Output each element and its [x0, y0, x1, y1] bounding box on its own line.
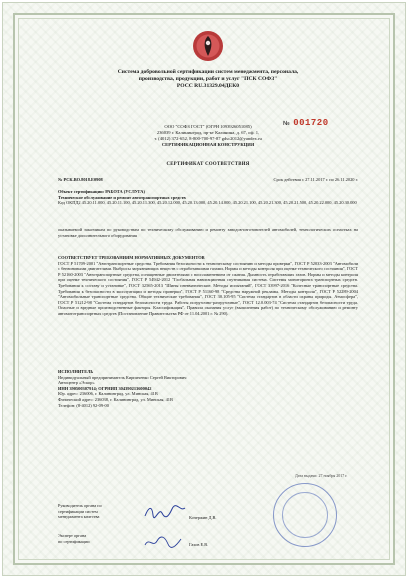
certificate-sheet	[2, 2, 406, 576]
head-label-2: сертификации систем	[58, 508, 98, 514]
registration-number: № РСК.ВО.8018.Е0908	[58, 177, 103, 182]
expert-label-2: по сертификации	[58, 538, 90, 544]
header-line-1: Система добровольной сертификации систем менеджмента, персонала,	[117, 69, 299, 75]
number-value: 001720	[293, 118, 329, 128]
applicant-line-5: Физический адрес: 236038, г. Калининград, ул. Минская, 41В	[58, 396, 173, 402]
head-name: Кочержин Д.В.	[189, 515, 217, 520]
number-prefix: №	[283, 121, 291, 127]
applicant-line-2: Автоцентр «Эскор»	[58, 380, 95, 386]
issue-note: Дата выдачи: 27 ноября 2017 г.	[295, 473, 348, 478]
requirements-title: СООТВЕТСТВУЕТ ТРЕБОВАНИЯМ НОРМАТИВНЫХ ДОКУМЕНТОВ	[58, 255, 205, 260]
certification-body-info	[43, 124, 373, 148]
certificate-title: СЕРТИФИКАТ СООТВЕТСТВИЯ	[166, 162, 250, 167]
applicant-line-4: Юр. адрес: 236006, г. Калининград, ул. Минская, 41В	[58, 391, 158, 397]
certification-object	[58, 189, 358, 206]
expert-signature-icon	[143, 535, 183, 549]
header-line-2: производства, продукции, работ и услуг "ПСК СОФЗ"	[138, 76, 278, 83]
head-signature-icon	[143, 503, 187, 521]
applicant-line-6: Телефон: (8-4012) 92-09-00	[58, 402, 109, 408]
applicant-line-1: Индивидуальный предприниматель Кирпиченко Сергей Викторович	[58, 374, 187, 380]
org-line-4: СЕРТИФИКАЦИОННАЯ КОНСТРУКЦИЯ	[161, 142, 255, 147]
header-line-3: РОСС RU.31329.04ДЕК0	[176, 83, 240, 90]
head-signature-block	[58, 503, 102, 520]
official-seal-stamp	[273, 483, 337, 547]
certification-logo-icon	[191, 29, 225, 63]
org-line-2: 236039 г. Калининград, пр-кт Калинина, д. 67, оф. 1,	[156, 130, 260, 135]
object-description: Техническое обслуживание и ремонт автотранспортных средств	[58, 194, 186, 200]
requirements-section	[58, 255, 358, 317]
requirements-text: ГОСТ Р 51709-2001 "Автотранспортные средства. Требования безопасности к техническому состоянию и методы проверки", ГОСТ Р 52033-2003 "Автомобили с бензиновыми двигателями. Выбросы загрязняющих веществ с отработавшими газами. Нормы и методы контроля при оценке технического состояния", ГОСТ Р 52160-2003 "Автотранспортные средства, оснащенные двигателями с воспламенением от сжатия. Дымность отработавших газов. Нормы и методы контроля при оценке технического состояния", ГОСТ Р 54942-2012 "Глобальная навигационная спутниковая система. Системы мониторинга транспортных средств. Требования к составу и установке", ГОСТ 32565-2013 "Шины пневматические. Методы испытаний", ГОСТ 33997-2016 "Колесные транспортные средства. Требования к безопасности в эксплуатации и методы проверки", ГОСТ Р 51160-98 "Средства наружной рекламы. Методы контроля", ГОСТ Р 52289-2004 "Автомобильные транспортные средства. Общие технические требования", ГОСТ 30.105-95 "Система стандартов в области охраны природы. Атмосфера", ГОСТ Р 51212-98 "Система стандартов безопасности труда. Работы погрузочно-разгрузочные", ГОСТ 12.0.003-74 "Система стандартов безопасности труда. Опасные и вредные производственные факторы. Классификация". Правила оказания услуг (выполнения работ) по техническому обслуживанию и ремонту автомототранспортных средств (Постановление Правительства РФ от 11.04.2001 г. № 290).	[58, 260, 358, 316]
org-line-1: ООО "СОФЗ ГОСТ" (ОГРН 1093926051085)	[164, 124, 252, 129]
object-codes: Код ОКПД2 45.20.11.000, 45.20.11.100, 45.20.11.300, 45.20.12.000, 45.20.13.000, 45.20.14.000, 45.20.21.100, 45.20.21.300, 45.20.21.500, 45.20.22.000, 45.20.30.000	[58, 200, 357, 206]
head-label-1: Руководитель органа по	[58, 503, 102, 508]
issuing-system-header	[43, 69, 373, 91]
head-label-3: менеджмента качества	[58, 514, 100, 519]
validity-period: Срок действия с 27.11.2017 г. по 26.11.2020 г.	[273, 177, 358, 182]
expert-signature-block	[58, 533, 90, 544]
expert-name: Гахов Е.В.	[189, 542, 209, 547]
org-line-3: т. (4012) 372-652, 8-800-700-97-87 gdsc2012@yandex.ru	[154, 136, 262, 141]
applicant-line-3: ИНН 390500307914; ОГРНИП 304390213600042	[58, 385, 152, 391]
registration-row	[58, 177, 358, 182]
object-label: Объект сертификации: РАБОТА (УСЛУГА)	[58, 189, 145, 194]
expert-label-1: Эксперт органа	[58, 533, 87, 538]
scope-text: оказываемой заказчикам по руководствам по техническому обслуживанию и ремонту заводов-изготовителей автомобилей, технологических оснастках на установке дополнительного оборудования	[58, 227, 358, 238]
applicant-section	[58, 369, 358, 408]
applicant-title: ИСПОЛНИТЕЛЬ	[58, 369, 94, 374]
